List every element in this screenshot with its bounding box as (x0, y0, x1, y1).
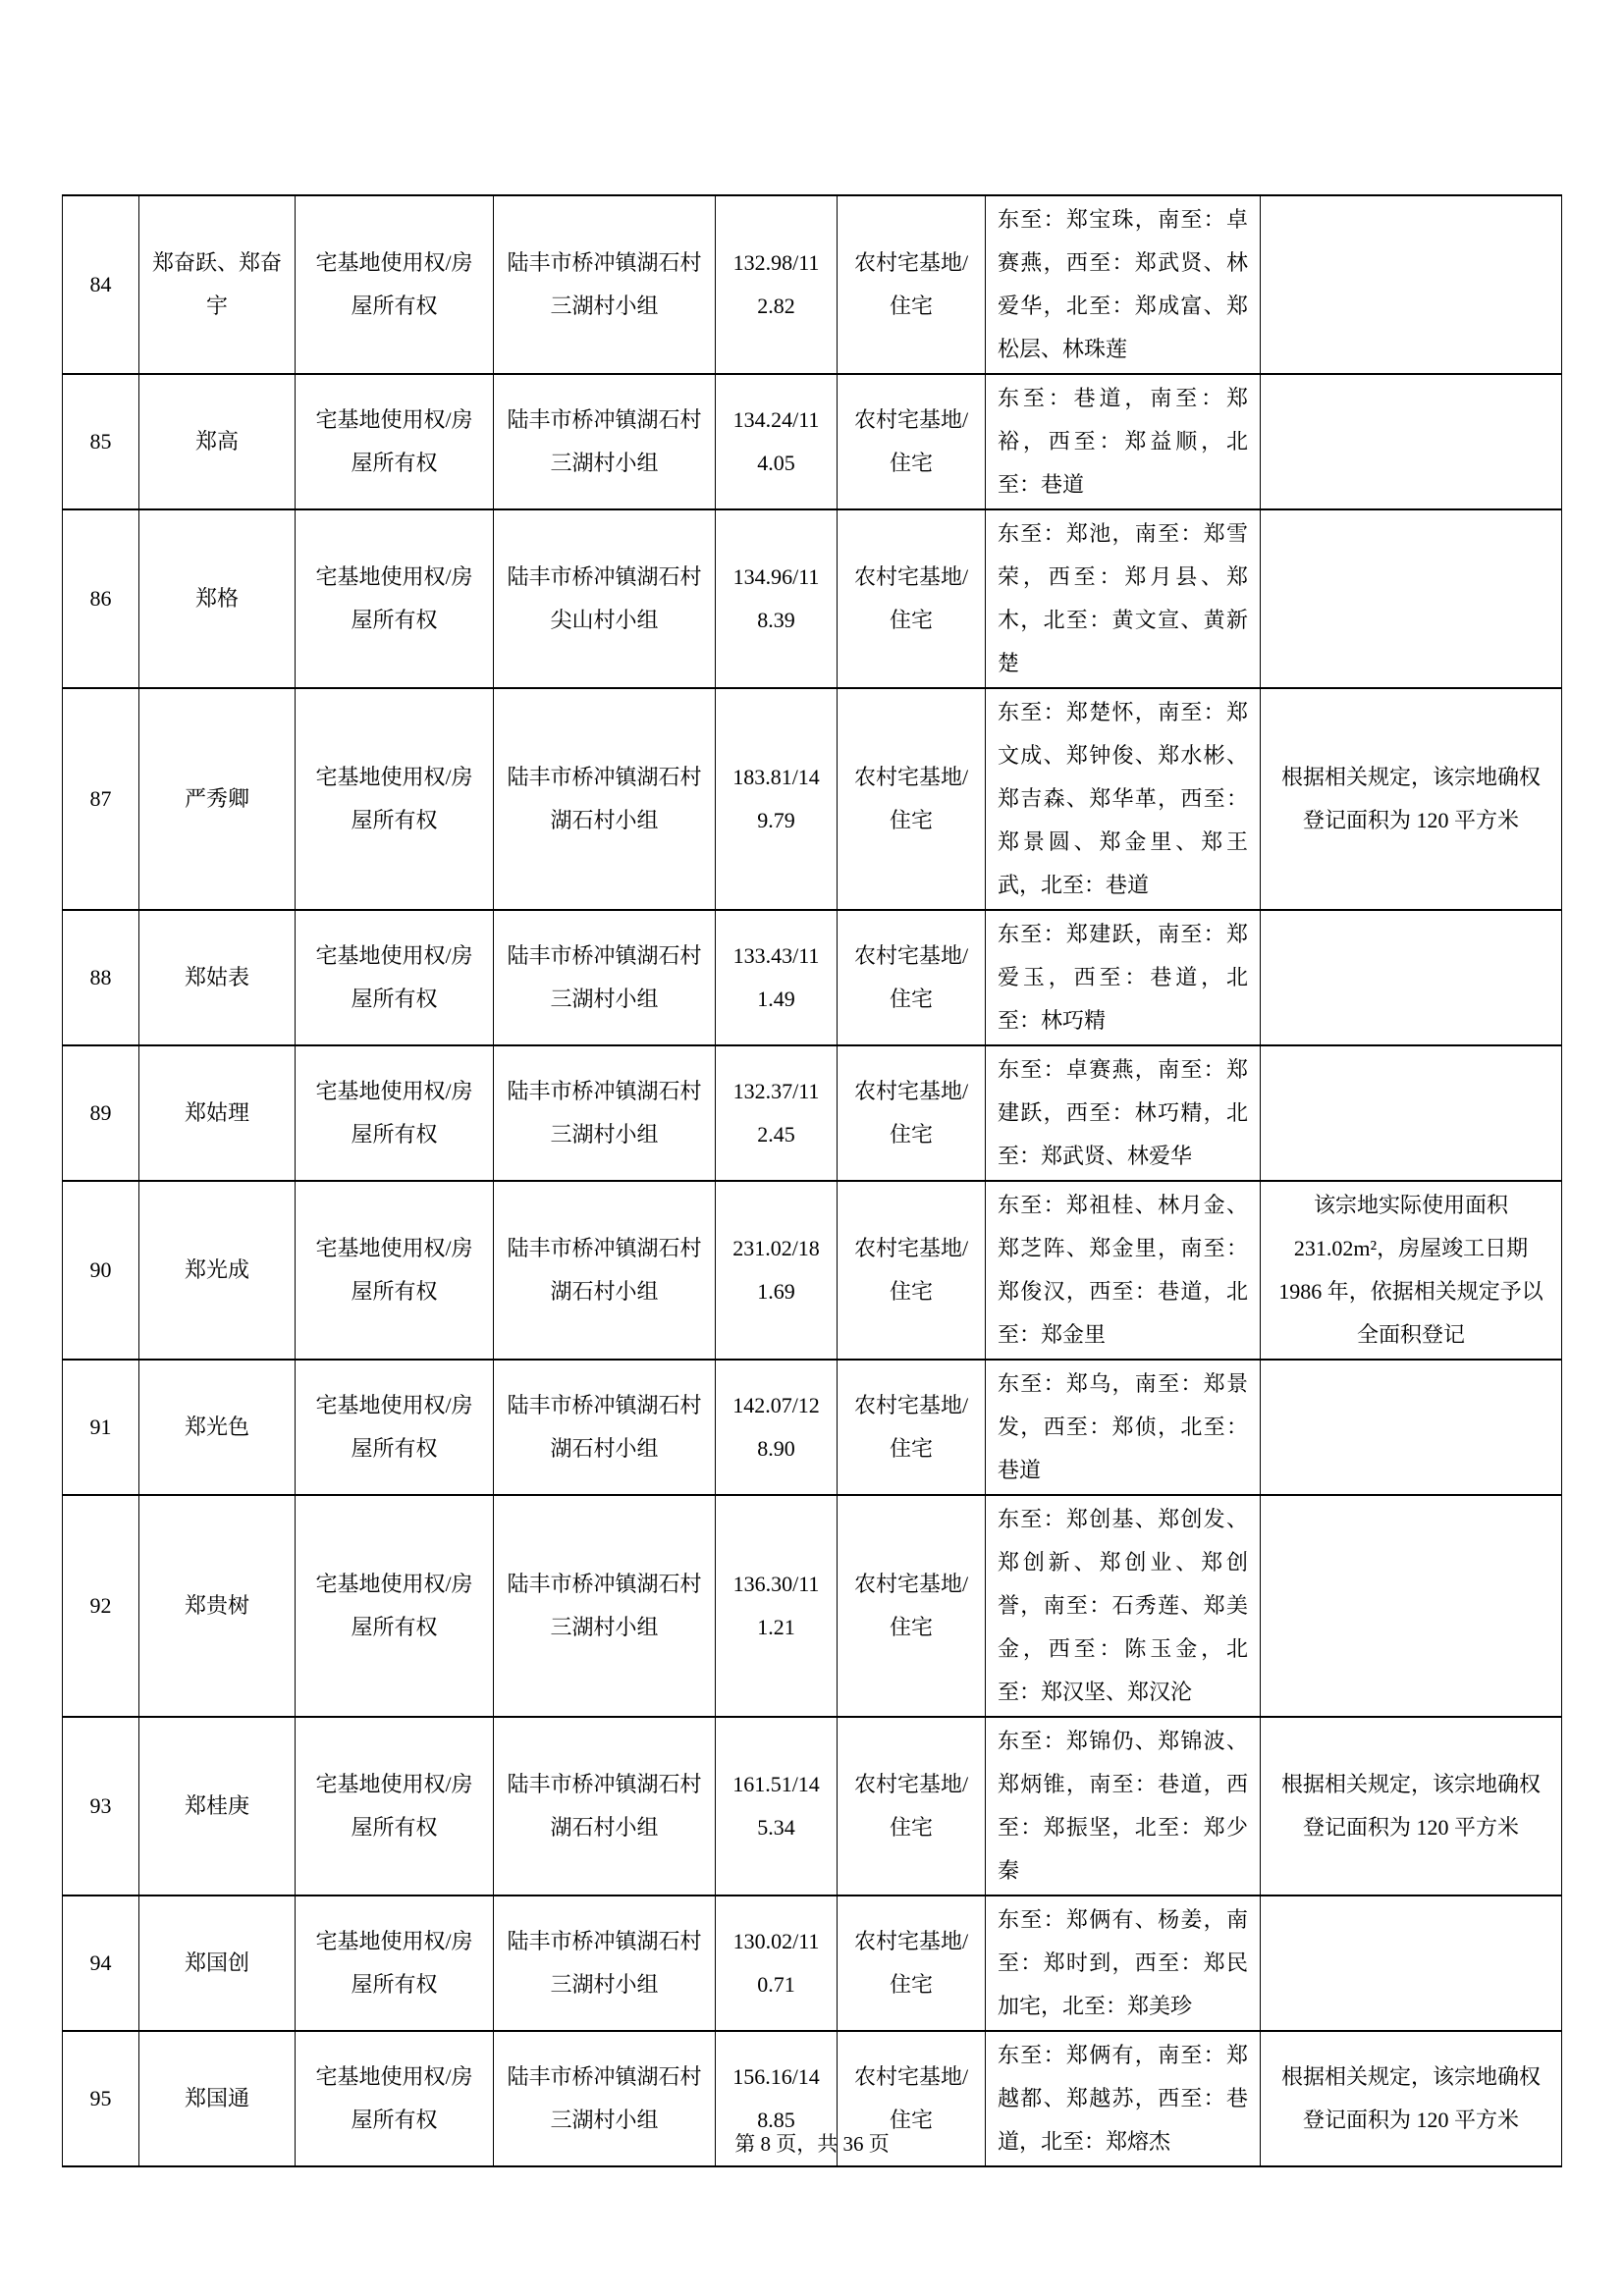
cell-location: 陆丰市桥冲镇湖石村湖石村小组 (494, 688, 716, 910)
cell-land_type: 农村宅基地/住宅 (838, 1495, 986, 1717)
cell-location: 陆丰市桥冲镇湖石村三湖村小组 (494, 374, 716, 509)
table-row (63, 910, 1562, 1045)
cell-land_type: 农村宅基地/住宅 (838, 1045, 986, 1181)
cell-location: 陆丰市桥冲镇湖石村三湖村小组 (494, 910, 716, 1045)
cell-area: 142.07/128.90 (716, 1360, 838, 1495)
cell-land_type: 农村宅基地/住宅 (838, 2031, 986, 2166)
cell-land_type: 农村宅基地/住宅 (838, 1896, 986, 2031)
cell-holder: 郑高 (139, 374, 296, 509)
cell-remarks (1261, 1360, 1562, 1495)
cell-index: 93 (63, 1717, 139, 1896)
table-row (63, 195, 1562, 374)
cell-land_type: 农村宅基地/住宅 (838, 1181, 986, 1360)
cell-holder: 郑格 (139, 509, 296, 688)
table-row (63, 1181, 1562, 1360)
cell-holder: 严秀卿 (139, 688, 296, 910)
cell-remarks: 根据相关规定，该宗地确权登记面积为 120 平方米 (1261, 1717, 1562, 1896)
cell-boundaries: 东至：郑建跃，南至：郑爱玉，西至：巷道，北至：林巧精 (986, 910, 1261, 1045)
cell-location: 陆丰市桥冲镇湖石村三湖村小组 (494, 1896, 716, 2031)
cell-index: 92 (63, 1495, 139, 1717)
cell-area: 132.37/112.45 (716, 1045, 838, 1181)
cell-location: 陆丰市桥冲镇湖石村三湖村小组 (494, 195, 716, 374)
table-row (63, 1045, 1562, 1181)
cell-holder: 郑光色 (139, 1360, 296, 1495)
cell-land_type: 农村宅基地/住宅 (838, 1360, 986, 1495)
cell-boundaries: 东至：郑俩有，南至：郑越都、郑越苏，西至：巷道，北至：郑熔杰 (986, 2031, 1261, 2166)
cell-land_type: 农村宅基地/住宅 (838, 195, 986, 374)
cell-index: 85 (63, 374, 139, 509)
cell-boundaries: 东至：郑祖桂、林月金、郑芝阵、郑金里，南至：郑俊汉，西至：巷道，北至：郑金里 (986, 1181, 1261, 1360)
table-row (63, 1360, 1562, 1495)
cell-boundaries: 东至：郑乌，南至：郑景发，西至：郑侦，北至：巷道 (986, 1360, 1261, 1495)
cell-boundaries: 东至：卓赛燕，南至：郑建跃，西至：林巧精，北至：郑武贤、林爱华 (986, 1045, 1261, 1181)
cell-index: 84 (63, 195, 139, 374)
cell-remarks: 根据相关规定，该宗地确权登记面积为 120 平方米 (1261, 2031, 1562, 2166)
cell-location: 陆丰市桥冲镇湖石村湖石村小组 (494, 1717, 716, 1896)
cell-area: 133.43/111.49 (716, 910, 838, 1045)
cell-right_type: 宅基地使用权/房屋所有权 (296, 1045, 494, 1181)
cell-area: 161.51/145.34 (716, 1717, 838, 1896)
cell-index: 88 (63, 910, 139, 1045)
cell-area: 132.98/112.82 (716, 195, 838, 374)
cell-right_type: 宅基地使用权/房屋所有权 (296, 910, 494, 1045)
cell-area: 183.81/149.79 (716, 688, 838, 910)
cell-boundaries: 东至：巷道，南至：郑裕，西至：郑益顺，北至：巷道 (986, 374, 1261, 509)
records-table (62, 194, 1562, 2167)
cell-remarks (1261, 1896, 1562, 2031)
cell-index: 89 (63, 1045, 139, 1181)
cell-area: 130.02/110.71 (716, 1896, 838, 2031)
cell-location: 陆丰市桥冲镇湖石村尖山村小组 (494, 509, 716, 688)
table-row (63, 1896, 1562, 2031)
cell-remarks (1261, 374, 1562, 509)
cell-boundaries: 东至：郑锦仍、郑锦波、郑炳锥，南至：巷道，西至：郑振坚，北至：郑少秦 (986, 1717, 1261, 1896)
cell-index: 95 (63, 2031, 139, 2166)
cell-index: 90 (63, 1181, 139, 1360)
cell-index: 94 (63, 1896, 139, 2031)
cell-holder: 郑光成 (139, 1181, 296, 1360)
cell-right_type: 宅基地使用权/房屋所有权 (296, 374, 494, 509)
cell-remarks (1261, 910, 1562, 1045)
table-row (63, 374, 1562, 509)
cell-remarks: 根据相关规定，该宗地确权登记面积为 120 平方米 (1261, 688, 1562, 910)
cell-area: 231.02/181.69 (716, 1181, 838, 1360)
cell-remarks (1261, 195, 1562, 374)
cell-location: 陆丰市桥冲镇湖石村湖石村小组 (494, 1360, 716, 1495)
cell-index: 86 (63, 509, 139, 688)
cell-right_type: 宅基地使用权/房屋所有权 (296, 1495, 494, 1717)
cell-remarks (1261, 509, 1562, 688)
cell-holder: 郑奋跃、郑奋宇 (139, 195, 296, 374)
cell-right_type: 宅基地使用权/房屋所有权 (296, 1181, 494, 1360)
cell-index: 87 (63, 688, 139, 910)
cell-location: 陆丰市桥冲镇湖石村三湖村小组 (494, 2031, 716, 2166)
cell-location: 陆丰市桥冲镇湖石村三湖村小组 (494, 1495, 716, 1717)
table-row (63, 509, 1562, 688)
cell-land_type: 农村宅基地/住宅 (838, 509, 986, 688)
cell-holder: 郑国通 (139, 2031, 296, 2166)
cell-land_type: 农村宅基地/住宅 (838, 1717, 986, 1896)
cell-right_type: 宅基地使用权/房屋所有权 (296, 509, 494, 688)
cell-area: 156.16/148.85 (716, 2031, 838, 2166)
cell-boundaries: 东至：郑池，南至：郑雪荣，西至：郑月县、郑木，北至：黄文宣、黄新楚 (986, 509, 1261, 688)
records-table-body (63, 195, 1562, 2166)
cell-remarks: 该宗地实际使用面积231.02m²，房屋竣工日期 1986 年，依据相关规定予以全面积登记 (1261, 1181, 1562, 1360)
cell-right_type: 宅基地使用权/房屋所有权 (296, 2031, 494, 2166)
cell-holder: 郑姑理 (139, 1045, 296, 1181)
cell-land_type: 农村宅基地/住宅 (838, 688, 986, 910)
cell-land_type: 农村宅基地/住宅 (838, 910, 986, 1045)
cell-right_type: 宅基地使用权/房屋所有权 (296, 195, 494, 374)
cell-holder: 郑贵树 (139, 1495, 296, 1717)
cell-boundaries: 东至：郑俩有、杨姜，南至：郑时到，西至：郑民加宅，北至：郑美珍 (986, 1896, 1261, 2031)
cell-boundaries: 东至：郑楚怀，南至：郑文成、郑钟俊、郑水彬、郑吉森、郑华革，西至：郑景圆、郑金里、郑王武，北至：巷道 (986, 688, 1261, 910)
cell-remarks (1261, 1495, 1562, 1717)
cell-boundaries: 东至：郑宝珠，南至：卓赛燕，西至：郑武贤、林爱华，北至：郑成富、郑松层、林珠莲 (986, 195, 1261, 374)
cell-holder: 郑姑表 (139, 910, 296, 1045)
cell-right_type: 宅基地使用权/房屋所有权 (296, 1360, 494, 1495)
cell-holder: 郑桂庚 (139, 1717, 296, 1896)
cell-remarks (1261, 1045, 1562, 1181)
cell-area: 134.96/118.39 (716, 509, 838, 688)
cell-right_type: 宅基地使用权/房屋所有权 (296, 1896, 494, 2031)
cell-right_type: 宅基地使用权/房屋所有权 (296, 688, 494, 910)
cell-location: 陆丰市桥冲镇湖石村三湖村小组 (494, 1045, 716, 1181)
page-footer: 第 8 页，共 36 页 (734, 2132, 890, 2156)
table-row (63, 1717, 1562, 1896)
cell-land_type: 农村宅基地/住宅 (838, 374, 986, 509)
cell-boundaries: 东至：郑创基、郑创发、郑创新、郑创业、郑创誉，南至：石秀莲、郑美金，西至：陈玉金，北至：郑汉坚、郑汉沦 (986, 1495, 1261, 1717)
cell-area: 136.30/111.21 (716, 1495, 838, 1717)
table-row (63, 1495, 1562, 1717)
table-row (63, 688, 1562, 910)
cell-index: 91 (63, 1360, 139, 1495)
cell-location: 陆丰市桥冲镇湖石村湖石村小组 (494, 1181, 716, 1360)
cell-area: 134.24/114.05 (716, 374, 838, 509)
cell-right_type: 宅基地使用权/房屋所有权 (296, 1717, 494, 1896)
cell-holder: 郑国创 (139, 1896, 296, 2031)
